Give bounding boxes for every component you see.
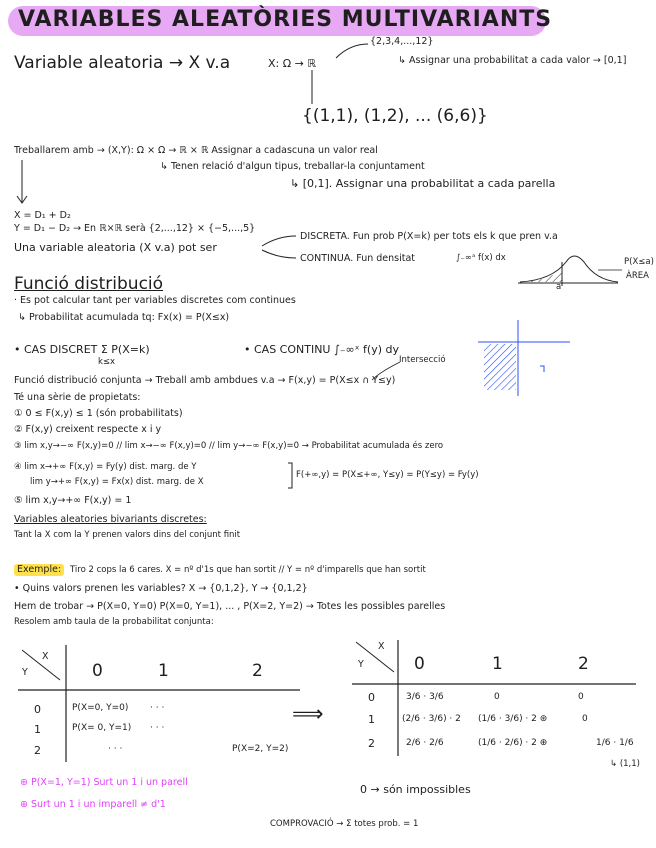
- cas-discret: • CAS DISCRET Σ P(X=k): [14, 343, 150, 356]
- arrow-down-left: [17, 160, 27, 203]
- t2-cell-11: (1/6 · 3/6) · 2 ⊛: [478, 714, 548, 724]
- arrow-to-set: [336, 44, 368, 58]
- pairs-set: {(1,1), (1,2), ... (6,6)}: [302, 106, 488, 126]
- t1-corner-y: Y: [22, 667, 28, 678]
- interseccio-label: Intersecció: [399, 355, 446, 365]
- t2-row-0: 0: [368, 691, 375, 704]
- assign-pair: ↳ [0,1]. Assignar una probabilitat a cada parella: [290, 177, 556, 190]
- cas-continu: • CAS CONTINU ∫₋∞ˣ f(y) dy: [244, 343, 400, 356]
- biv-line: Tant la X com la Y prenen valors dins del conjunt finit: [14, 530, 241, 540]
- assign-note: ↳ Assignar una probabilitat a cada valor → [0,1]: [398, 55, 627, 66]
- pxa-label: P(X≤a): [624, 257, 654, 267]
- t1-row-0: 0: [34, 703, 41, 716]
- integral: ∫₋∞ᵃ f(x) dx: [456, 253, 506, 263]
- intersection-sketch-icon: [372, 320, 570, 396]
- t1-cell-21: · · ·: [108, 744, 123, 754]
- t2-note: ↳ (1,1): [610, 759, 640, 769]
- t2-cell-12: 0: [582, 714, 588, 724]
- prop-4a: ④ lim x→+∞ F(x,y) = Fy(y) dist. marg. de Y: [14, 462, 197, 472]
- t2-cell-00: 3/6 · 3/6: [406, 692, 444, 702]
- biv-heading: Variables aleatories bivariants discretes:: [14, 514, 207, 525]
- prop-4b: lim y→+∞ F(x,y) = Fx(x) dist. marg. de X: [30, 477, 204, 487]
- prop-3: ③ lim x,y→−∞ F(x,y)=0 // lim x→−∞ F(x,y)=0 // lim y→−∞ F(x,y)=0 → Probabilitat acumulada és zero: [14, 441, 444, 451]
- branch-arrows: [262, 236, 296, 258]
- t2-cell-10: (2/6 · 3/6) · 2: [402, 714, 461, 724]
- t1-cell-01: · · ·: [150, 703, 165, 713]
- area-label: ÀREA: [626, 271, 649, 281]
- conjunta: Funció distribució conjunta → Treball amb ambdues v.a → F(x,y) = P(X≤x ∩ Y≤y): [14, 375, 396, 386]
- t1-cell-10: P(X= 0, Y=1): [72, 723, 132, 733]
- mapping: X: Ω → ℝ: [268, 57, 317, 70]
- table2-lines: [352, 640, 636, 756]
- t2-cell-21: (1/6 · 2/6) · 2 ⊕: [478, 738, 548, 748]
- arrow-implies: ⟹: [292, 702, 324, 727]
- page-title: VARIABLES ALEATÒRIES MULTIVARIANTS: [18, 7, 553, 32]
- treballarem: Treballarem amb → (X,Y): Ω × Ω → ℝ × ℝ Assignar a cadascuna un valor real: [14, 145, 378, 156]
- prop-2: ② F(x,y) creixent respecte x i y: [14, 424, 162, 435]
- note-1: ⊛ P(X=1, Y=1) Surt un 1 i un parell: [20, 777, 188, 788]
- t2-col-1: 1: [492, 654, 503, 674]
- table1-lines: [18, 645, 300, 762]
- t1-cell-00: P(X=0, Y=0): [72, 703, 129, 713]
- va-label: Variable aleatoria → X v.a: [14, 53, 231, 73]
- prop-5: ⑤ lim x,y→+∞ F(x,y) = 1: [14, 495, 132, 506]
- exemple-badge: Exemple:: [14, 564, 64, 576]
- exemple-q2: Hem de trobar → P(X=0, Y=0) P(X=0, Y=1), ... , P(X=2, Y=2) → Totes les possibles parelles: [14, 601, 446, 612]
- relacio: ↳ Tenen relació d'algun tipus, treballar-la conjuntament: [160, 161, 425, 172]
- t1-col-0: 0: [92, 661, 103, 681]
- note-2: ⊕ Surt un 1 i un imparell ≠ d'1: [20, 799, 166, 810]
- t2-cell-22: 1/6 · 1/6: [596, 738, 634, 748]
- discreta: DISCRETA. Fun prob P(X=k) per tots els k que pren v.a: [300, 231, 558, 242]
- bracket: [288, 463, 292, 488]
- funcio-line2: ↳ Probabilitat acumulada tq: Fx(x) = P(X≤x): [18, 312, 230, 323]
- continua: CONTINUA. Fun densitat: [300, 253, 416, 264]
- a-label: a: [556, 282, 562, 292]
- exemple-q3: Resolem amb taula de la probabilitat conjunta:: [14, 617, 214, 627]
- set-values: {2,3,4,...,12}: [370, 36, 434, 47]
- t2-cell-20: 2/6 · 2/6: [406, 738, 444, 748]
- funcio-heading: Funció distribució: [14, 274, 164, 294]
- t1-col-2: 2: [252, 661, 263, 681]
- t1-row-1: 1: [34, 723, 41, 736]
- funcio-line1: · Es pot calcular tant per variables discretes com continues: [14, 295, 296, 306]
- prop-1: ① 0 ≤ F(x,y) ≤ 1 (són probabilitats): [14, 408, 183, 419]
- y-def: Y = D₁ − D₂ → En ℝ×ℝ serà {2,...,12} × {−5,...,5}: [14, 223, 256, 234]
- t2-cell-02: 0: [578, 692, 584, 702]
- t1-col-1: 1: [158, 661, 169, 681]
- t2-cell-01: 0: [494, 692, 500, 702]
- t1-cell-22: P(X=2, Y=2): [232, 744, 289, 754]
- propietats-intro: Té una sèrie de propietats:: [14, 392, 141, 403]
- x-def: X = D₁ + D₂: [14, 210, 71, 221]
- t1-row-2: 2: [34, 744, 41, 757]
- cas-discret-sub: k≤x: [98, 357, 116, 367]
- density-curve-icon: [518, 256, 622, 286]
- biv-text: Una variable aleatoria (X v.a) pot ser: [14, 241, 217, 254]
- exemple-q1: • Quins valors prenen les variables? X → {0,1,2}, Y → {0,1,2}: [14, 583, 308, 594]
- t2-row-2: 2: [368, 737, 375, 750]
- t2-corner-x: X: [378, 641, 385, 652]
- impossibles-note: 0 → són impossibles: [360, 783, 471, 796]
- t2-col-0: 0: [414, 654, 425, 674]
- t1-corner-x: X: [42, 651, 49, 662]
- comprovacio: COMPROVACIÓ → Σ totes prob. = 1: [270, 819, 419, 829]
- t2-row-1: 1: [368, 713, 375, 726]
- t2-col-2: 2: [578, 654, 589, 674]
- t1-cell-11: · · ·: [150, 723, 165, 733]
- t2-corner-y: Y: [358, 659, 364, 670]
- exemple-text: Tiro 2 cops la 6 cares. X = nº d'1s que han sortit // Y = nº d'imparells que han sortit: [70, 565, 426, 575]
- prop-4c: F(+∞,y) = P(X≤+∞, Y≤y) = P(Y≤y) = Fy(y): [296, 470, 479, 480]
